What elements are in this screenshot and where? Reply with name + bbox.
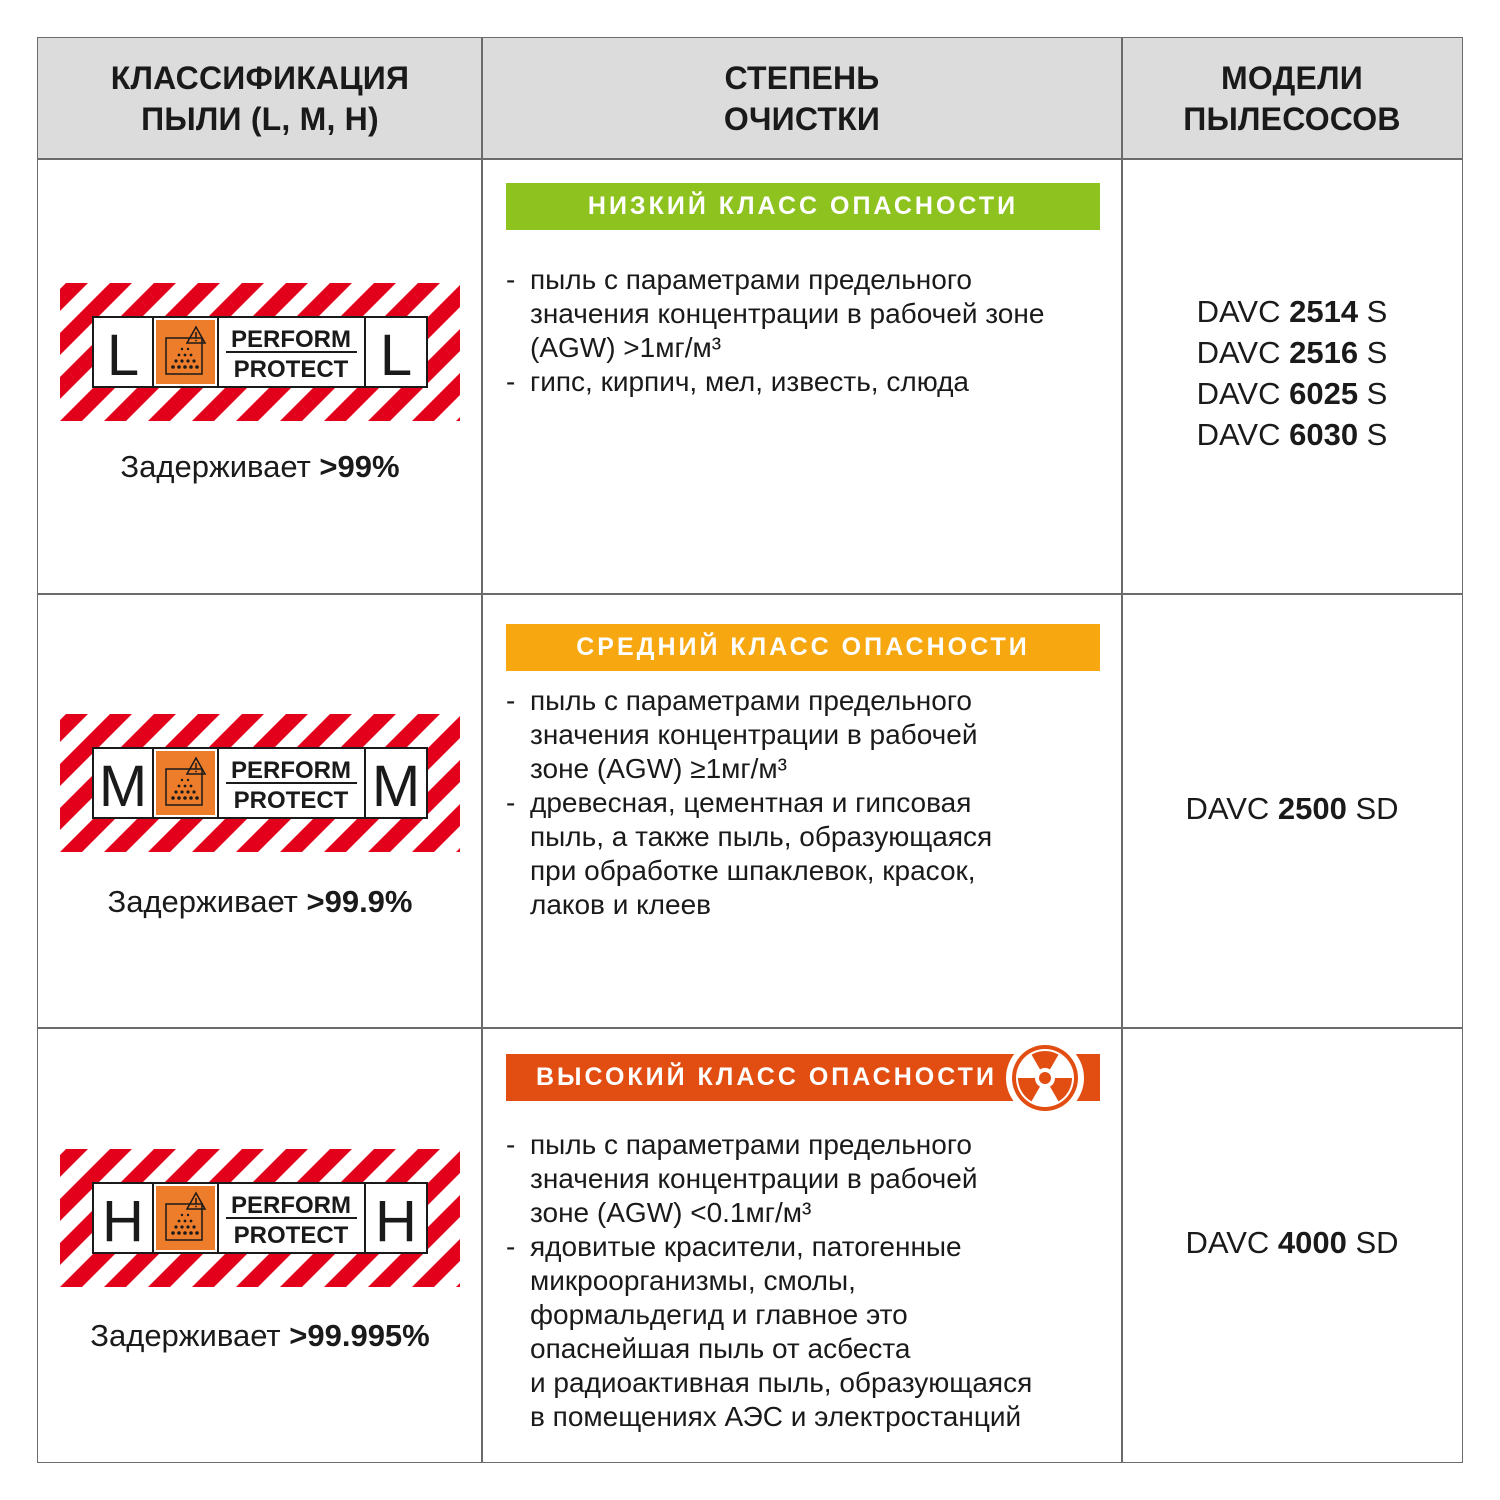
hazard-class-label: НИЗКИЙ КЛАСС ОПАСНОСТИ: [587, 192, 1019, 220]
hazard-class-bar: [506, 183, 1100, 230]
list-item: [506, 1230, 1106, 1434]
header-dust-class-label: КЛАССИФИКАЦИЯ ПЫЛИ (L, M, H): [110, 59, 410, 137]
bullet-dash: -: [506, 1231, 516, 1262]
retention-rate: [38, 1318, 482, 1354]
retention-prefix: Задерживает: [107, 884, 307, 919]
class-letter-right: H: [375, 1189, 417, 1254]
cleaning-degree-cell: [482, 159, 1122, 593]
model-suffix: S: [1358, 294, 1388, 329]
hazard-class-label: ВЫСОКИЙ КЛАСС ОПАСНОСТИ: [536, 1063, 997, 1091]
model-list: [1122, 1222, 1462, 1263]
model-suffix: S: [1358, 417, 1388, 452]
model-prefix: DAVC: [1196, 417, 1290, 452]
list-item: [506, 365, 1106, 399]
retention-value: >99.995%: [289, 1318, 430, 1353]
dust-class-cell-m: [38, 594, 482, 1028]
class-letter-left: M: [98, 754, 148, 819]
radiation-icon: [1004, 1037, 1086, 1119]
list-item-text: пыль с параметрами предельного значения концентрации в рабочей зоне (AGW) ≥1мг/м³: [530, 685, 978, 784]
retention-rate: [38, 884, 482, 920]
list-item-text: ядовитые красители, патогенные микроорганизмы, смолы, формальдегид и главное это опаснейшая пыль от асбеста и радиоактивная пыль, образующаяся в помещениях АЭС и электростанций: [530, 1231, 1033, 1432]
badge-protect-label: PROTECT: [233, 1222, 349, 1249]
model-name: [1122, 414, 1462, 455]
hazard-class-label: СРЕДНИЙ КЛАСС ОПАСНОСТИ: [576, 633, 1030, 661]
list-item-text: пыль с параметрами предельного значения концентрации в рабочей зоне (AGW) >1мг/м³: [530, 264, 1045, 363]
model-number: 6030: [1289, 417, 1359, 452]
cleaning-degree-cell: [482, 594, 1122, 1028]
model-prefix: DAVC: [1185, 1224, 1278, 1260]
badge-perform-label: PERFORM: [231, 757, 351, 784]
bullet-dash: -: [506, 787, 516, 818]
model-prefix: DAVC: [1196, 376, 1290, 411]
model-number: 4000: [1277, 1224, 1347, 1260]
model-number: 2500: [1277, 790, 1347, 826]
header-cleaning-degree: [482, 38, 1122, 159]
model-prefix: DAVC: [1185, 790, 1278, 826]
model-suffix: S: [1358, 335, 1388, 370]
bullet-dash: -: [506, 1129, 516, 1160]
model-prefix: DAVC: [1196, 335, 1290, 370]
model-list: [1122, 788, 1462, 829]
model-name: [1122, 291, 1462, 332]
dust-class-badge: [60, 714, 460, 852]
list-item: [506, 684, 1106, 786]
dust-class-cell-l: [38, 159, 482, 593]
bullet-dash: -: [506, 366, 516, 397]
model-number: 2516: [1289, 335, 1359, 370]
model-prefix: DAVC: [1196, 294, 1290, 329]
bullet-dash: -: [506, 685, 516, 716]
retention-rate: [38, 449, 482, 485]
model-name: [1122, 373, 1462, 414]
dust-class-cell-h: [38, 1028, 482, 1462]
dust-class-badge: [60, 1149, 460, 1287]
list-item: [506, 263, 1106, 365]
model-name: [1122, 1222, 1462, 1263]
list-item-text: гипс, кирпич, мел, известь, слюда: [530, 366, 969, 397]
model-suffix: S: [1358, 376, 1388, 411]
list-item: [506, 1128, 1106, 1230]
badge-protect-label: PROTECT: [233, 787, 349, 814]
header-vacuum-models: [1122, 38, 1462, 159]
hazard-description: [506, 684, 1106, 922]
list-item: [506, 786, 1106, 922]
badge-perform-label: PERFORM: [231, 1192, 351, 1219]
class-letter-left: H: [102, 1189, 144, 1254]
hazard-class-bar: [506, 624, 1100, 671]
retention-prefix: Задерживает: [90, 1318, 290, 1353]
model-name: [1122, 788, 1462, 829]
hazard-class-bar: [506, 1054, 1100, 1101]
bullet-dash: -: [506, 264, 516, 295]
dust-classification-table: [37, 37, 1463, 1463]
class-letter-left: L: [106, 323, 140, 388]
hazard-description: [506, 263, 1106, 399]
header-vacuum-models-label: МОДЕЛИ ПЫЛЕСОСОВ: [1183, 59, 1401, 137]
dust-class-badge: [60, 283, 460, 421]
vacuum-models-cell: [1122, 594, 1462, 1028]
retention-value: >99%: [319, 449, 400, 484]
vacuum-models-cell: [1122, 159, 1462, 593]
vacuum-models-cell: [1122, 1028, 1462, 1462]
model-number: 2514: [1289, 294, 1359, 329]
model-number: 6025: [1289, 376, 1359, 411]
model-suffix: SD: [1346, 790, 1399, 826]
model-list: [1122, 291, 1462, 455]
model-suffix: SD: [1346, 1224, 1399, 1260]
retention-value: >99.9%: [306, 884, 413, 919]
badge-protect-label: PROTECT: [233, 356, 349, 383]
cleaning-degree-cell: [482, 1028, 1122, 1462]
list-item-text: древесная, цементная и гипсовая пыль, а также пыль, образующаяся при обработке шпаклевок, красок, лаков и клеев: [530, 787, 993, 920]
badge-perform-label: PERFORM: [231, 326, 351, 353]
header-cleaning-degree-label: СТЕПЕНЬ ОЧИСТКИ: [723, 59, 881, 137]
class-letter-right: M: [371, 754, 421, 819]
retention-prefix: Задерживает: [120, 449, 320, 484]
hazard-description: [506, 1128, 1106, 1434]
header-dust-class: [38, 38, 482, 159]
list-item-text: пыль с параметрами предельного значения концентрации в рабочей зоне (AGW) <0.1мг/м³: [530, 1129, 978, 1228]
class-letter-right: L: [379, 323, 413, 388]
model-name: [1122, 332, 1462, 373]
